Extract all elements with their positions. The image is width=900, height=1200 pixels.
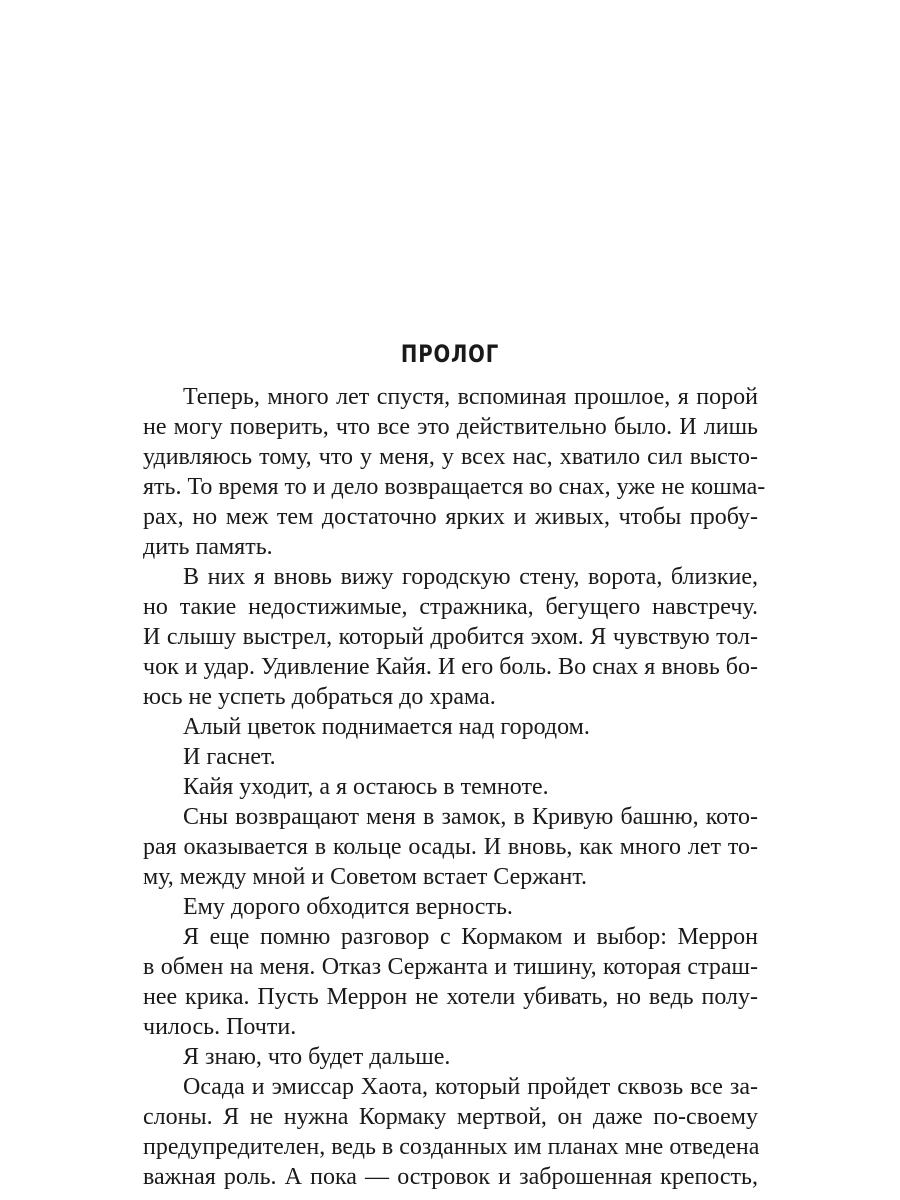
- text-line: юсь не успеть добраться до храма.: [143, 684, 496, 710]
- text-line: нее крика. Пусть Меррон не хотели убивать, но ведь полу-: [143, 984, 758, 1010]
- text-line: И слышу выстрел, который дробится эхом. Я чувствую тол-: [143, 624, 758, 650]
- text-line: И гаснет.: [183, 744, 276, 770]
- text-line: Я знаю, что будет дальше.: [183, 1044, 451, 1070]
- text-line: Ему дорого обходится верность.: [183, 894, 513, 920]
- text-line: Осада и эмиссар Хаота, который пройдет сквозь все за-: [183, 1074, 758, 1100]
- text-line: Алый цветок поднимается над городом.: [183, 714, 590, 740]
- text-line: предупредителен, ведь в созданных им планах мне отведена: [143, 1134, 760, 1160]
- text-line: В них я вновь вижу городскую стену, ворота, близкие,: [183, 564, 758, 590]
- text-line: важная роль. А пока — островок и заброшенная крепость,: [143, 1164, 758, 1190]
- text-line: в обмен на меня. Отказ Сержанта и тишину, которая страш-: [143, 954, 758, 980]
- text-line: не могу поверить, что все это действительно было. И лишь: [143, 414, 758, 440]
- text-line: му, между мной и Советом встает Сержант.: [143, 864, 588, 890]
- text-line: слоны. Я не нужна Кормаку мертвой, он даже по-своему: [143, 1104, 758, 1130]
- text-line: Кайя уходит, а я остаюсь в темноте.: [183, 774, 549, 800]
- chapter-body-text: [143, 382, 766, 1192]
- text-line: рая оказывается в кольце осады. И вновь, как много лет то-: [143, 834, 758, 860]
- text-line: чок и удар. Удивление Кайя. И его боль. Во снах я вновь бо-: [143, 654, 758, 680]
- text-line: удивляюсь тому, что у меня, у всех нас, хватило сил высто-: [143, 444, 758, 470]
- text-line: но такие недостижимые, стражника, бегущего навстречу.: [143, 594, 758, 620]
- text-line: чилось. Почти.: [143, 1014, 297, 1040]
- text-line: рах, но меж тем достаточно ярких и живых, чтобы пробу-: [143, 504, 758, 530]
- chapter-title: ПРОЛОГ: [400, 340, 500, 368]
- text-line: Сны возвращают меня в замок, в Кривую башню, кото-: [183, 804, 758, 830]
- text-line: Я еще помню разговор с Кормаком и выбор: Меррон: [183, 924, 758, 950]
- text-line: ять. То время то и дело возвращается во снах, уже не кошма-: [143, 474, 766, 500]
- text-line: дить память.: [143, 534, 273, 560]
- text-line: Теперь, много лет спустя, вспоминая прошлое, я порой: [183, 384, 758, 410]
